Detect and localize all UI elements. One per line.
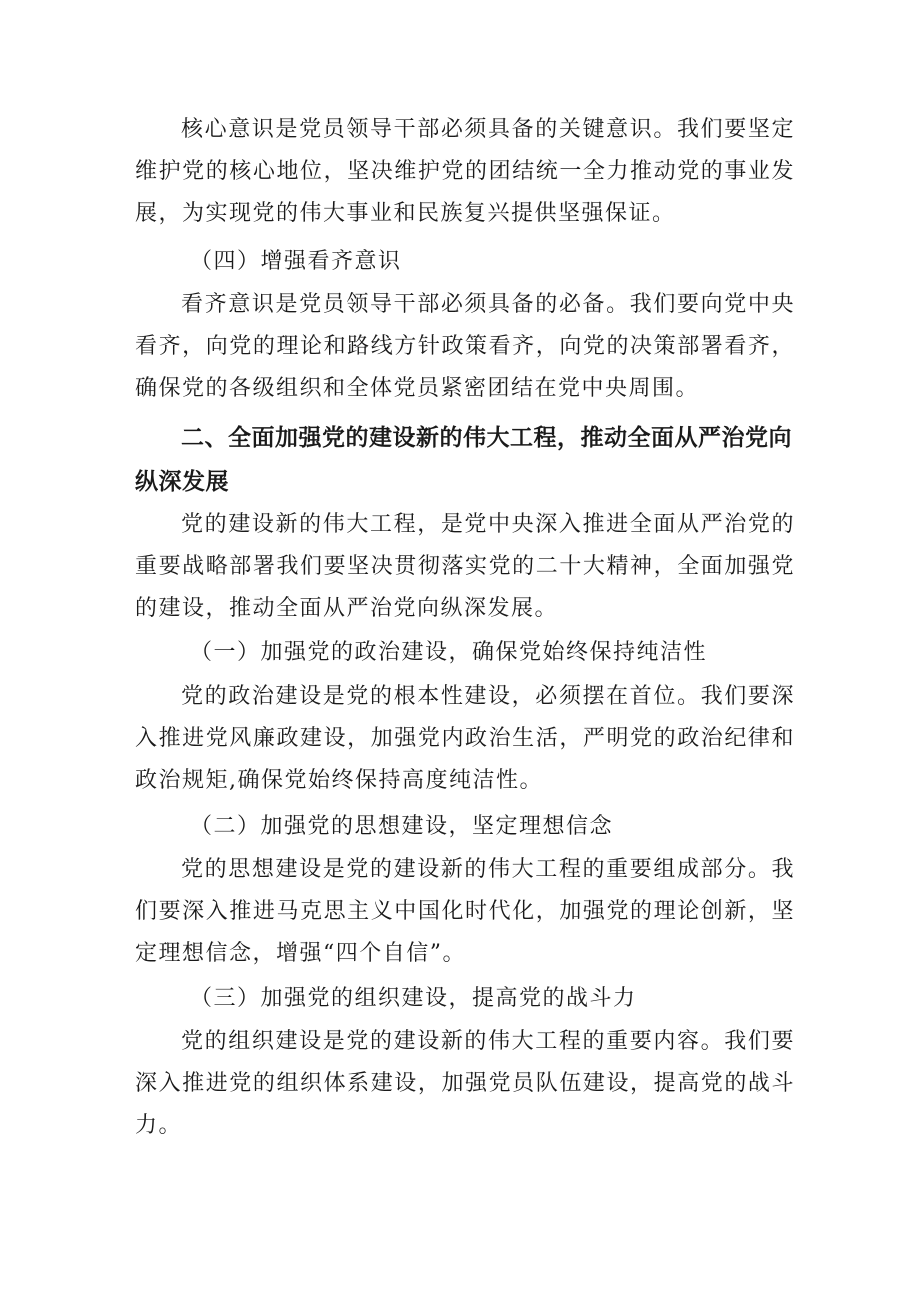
paragraph-ideological-building: 党的思想建设是党的建设新的伟大工程的重要组成部分。我们要深入推进马克思主义中国化时代化，加强党的理论创新，坚定理想信念，增强“四个自信”。 <box>135 857 795 966</box>
subheading-political-building: （一）加强党的政治建设，确保党始终保持纯洁性 <box>190 640 708 665</box>
subheading-ideological-building: （二）加强党的思想建设，坚定理想信念 <box>190 814 614 839</box>
section-heading-2: 二、全面加强党的建设新的伟大工程，推动全面从严治党向纵深发展 <box>135 425 792 495</box>
paragraph-political-building: 党的政治建设是党的根本性建设，必须摆在首位。我们要深入推进党风廉政建设，加强党内政治生活，严明党的政治纪律和政治规矩,确保党始终保持高度纯洁性。 <box>135 684 795 793</box>
paragraph-party-building: 党的建设新的伟大工程，是党中央深入推进全面从严治党的重要战略部署我们要坚决贯彻落实党的二十大精神，全面加强党的建设，推动全面从严治党向纵深发展。 <box>135 512 795 621</box>
paragraph-alignment-awareness: 看齐意识是党员领导干部必须具备的必备。我们要向党中央看齐，向党的理论和路线方针政策看齐，向党的决策部署看齐，确保党的各级组织和全体党员紧密团结在党中央周围。 <box>135 292 795 401</box>
subheading-alignment-awareness: （四）增强看齐意识 <box>190 249 402 274</box>
subheading-organizational-building: （三）加强党的组织建设，提高党的战斗力 <box>190 986 637 1011</box>
paragraph-organizational-building: 党的组织建设是党的建设新的伟大工程的重要内容。我们要深入推进党的组织体系建设，加强党员队伍建设，提高党的战斗力。 <box>135 1029 795 1138</box>
paragraph-core-awareness: 核心意识是党员领导干部必须具备的关键意识。我们要坚定维护党的核心地位，坚决维护党的团结统一全力推动党的事业发展，为实现党的伟大事业和民族复兴提供坚强保证。 <box>135 117 795 226</box>
